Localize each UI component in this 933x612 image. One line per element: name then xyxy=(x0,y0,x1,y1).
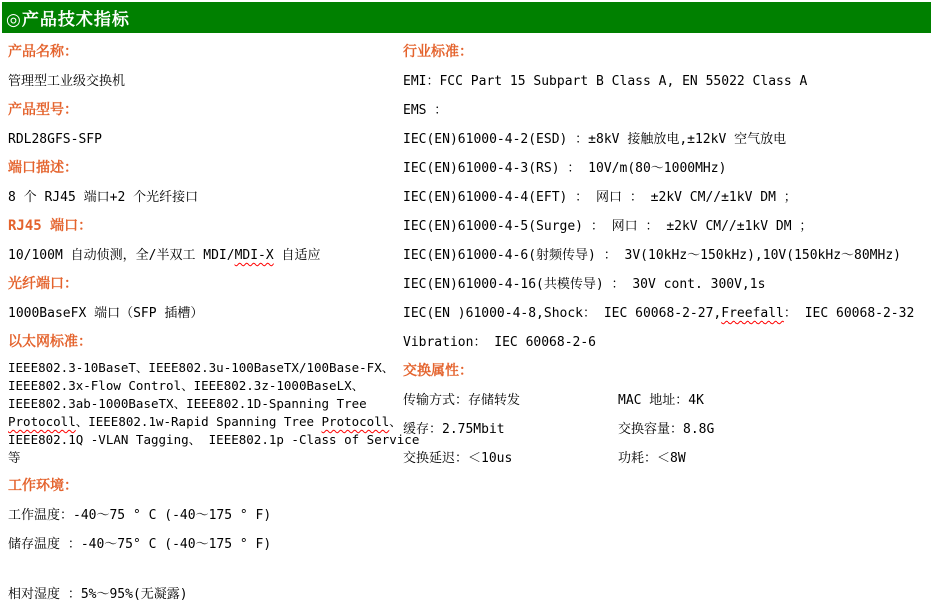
spec-line xyxy=(8,241,403,270)
spec-line xyxy=(8,395,403,413)
misspelled-word: Protocoll xyxy=(8,414,76,429)
spec-line xyxy=(403,328,933,357)
text-segment: IEC(EN)61000-4-5(Surge) ： 网口 ： ±2kV CM//±1kV DM ； xyxy=(403,219,813,234)
spec-columns xyxy=(0,33,933,609)
section-body-product-name xyxy=(8,67,403,96)
text-segment: 、IEEE802.1w-Rapid Spanning Tree xyxy=(75,414,322,429)
spec-cell: 交换延迟：＜10us xyxy=(403,451,513,466)
text-segment: IEEE802.1Q -VLAN Tagging、 IEEE802.1p -Class of Service xyxy=(8,432,420,447)
spec-line xyxy=(8,359,403,377)
text-segment: IEC(EN)61000-4-3(RS) ： 10V/m(80～1000MHz) xyxy=(403,161,727,176)
section-heading-port-description: 端口描述： xyxy=(8,160,78,176)
spec-cell: 功耗：＜8W xyxy=(618,451,686,466)
spec-line xyxy=(8,67,403,96)
section-heading-rj45-port: RJ45 端口： xyxy=(8,218,93,234)
misspelled-word: Freefall xyxy=(721,306,784,321)
section-body-port-description xyxy=(8,183,403,212)
text-segment: IEEE802.3x-Flow Control、IEEE802.3z-1000BaseLX、 xyxy=(8,378,365,393)
left-column xyxy=(8,38,420,609)
section-heading-operating-environment: 工作环境： xyxy=(8,478,78,494)
spec-line xyxy=(403,125,933,154)
text-segment: 相对湿度 ：5%～95%(无凝露) xyxy=(8,587,188,602)
text-segment: EMS ： xyxy=(403,103,448,118)
spec-line xyxy=(403,299,933,328)
section-heading-ethernet-standards: 以太网标准： xyxy=(8,334,92,350)
spec-line xyxy=(8,431,420,449)
spec-line xyxy=(8,530,403,559)
spec-line xyxy=(403,270,933,299)
text-segment: 工作温度：-40～75 ° C (-40～175 ° F) xyxy=(8,508,272,523)
section-body-fiber-port xyxy=(8,299,403,328)
spec-line xyxy=(8,580,403,609)
spec-line xyxy=(403,386,933,415)
text-segment: 自适应 xyxy=(273,248,321,263)
text-segment: 储存温度 ：-40～75° C (-40～175 ° F) xyxy=(8,537,272,552)
spec-line xyxy=(8,501,403,530)
section-body-industry-standards xyxy=(403,67,933,357)
section-heading-industry-standards: 行业标准： xyxy=(403,44,473,60)
page-title: ◎产品技术指标 xyxy=(6,10,130,30)
text-segment: IEEE802.3-10BaseT、IEEE802.3u-100BaseTX/100Base-FX、 xyxy=(8,360,395,375)
section-body-operating-environment xyxy=(8,501,403,609)
spec-line xyxy=(403,183,933,212)
section-body-rj45-port xyxy=(8,241,403,270)
text-segment: 等 xyxy=(8,450,21,465)
section-heading-product-model: 产品型号： xyxy=(8,102,78,118)
section-heading-product-name: 产品名称： xyxy=(8,44,78,60)
spec-line xyxy=(403,415,933,444)
text-segment: 10/100M 自动侦测，全/半双工 MDI/ xyxy=(8,248,235,263)
spec-cell: 缓存：2.75Mbit xyxy=(403,422,505,437)
text-segment: 1000BaseFX 端口（SFP 插槽） xyxy=(8,306,204,321)
spec-cell: 传输方式：存储转发 xyxy=(403,393,521,408)
section-title-bar xyxy=(2,2,931,33)
section-heading-switching-properties: 交换属性： xyxy=(403,363,473,379)
text-segment: RDL28GFS-SFP xyxy=(8,132,102,147)
text-segment: IEEE802.3ab-1000BaseTX、IEEE802.1D-Spanning Tree xyxy=(8,396,367,411)
section-body-switching-properties xyxy=(403,386,933,473)
text-segment: IEC(EN )61000-4-8,Shock： IEC 60068-2-27, xyxy=(403,306,722,321)
spec-page xyxy=(0,2,933,609)
spec-cell: MAC 地址：4K xyxy=(618,393,704,408)
spec-line xyxy=(403,444,933,473)
spec-line xyxy=(8,125,403,154)
text-segment: 管理型工业级交换机 xyxy=(8,74,126,89)
misspelled-word: MDI-X xyxy=(234,248,274,263)
spec-line xyxy=(403,241,933,270)
spec-line xyxy=(403,96,933,125)
spec-line xyxy=(403,154,933,183)
spec-line xyxy=(8,377,403,395)
text-segment: IEC(EN)61000-4-4(EFT) ： 网口 ： ±2kV CM//±1kV DM ； xyxy=(403,190,797,205)
spec-cell: 交换容量：8.8G xyxy=(618,422,715,437)
section-heading-fiber-port: 光纤端口： xyxy=(8,276,78,292)
section-body-ethernet-standards xyxy=(8,359,420,467)
spec-line xyxy=(8,299,403,328)
text-segment: 、 xyxy=(389,414,402,429)
text-segment: IEC(EN)61000-4-16(共模传导) ： 30V cont. 300V,1s xyxy=(403,277,766,292)
spec-line xyxy=(8,183,403,212)
text-segment: 8 个 RJ45 端口+2 个光纤接口 xyxy=(8,190,199,205)
text-segment: Vibration： IEC 60068-2-6 xyxy=(403,335,597,350)
text-segment: EMI：FCC Part 15 Subpart B Class A, EN 55022 Class A xyxy=(403,74,808,89)
right-column xyxy=(403,38,933,473)
text-segment: IEC(EN)61000-4-2(ESD) ：±8kV 接触放电,±12kV 空气放电 xyxy=(403,132,787,147)
section-body-product-model xyxy=(8,125,403,154)
misspelled-word: Protocoll xyxy=(321,414,390,429)
spec-line xyxy=(8,449,403,467)
spec-line xyxy=(8,413,403,431)
text-segment: IEC(EN)61000-4-6(射频传导) ： 3V(10kHz～150kHz),10V(150kHz～80MHz) xyxy=(403,248,901,263)
spec-line xyxy=(403,212,933,241)
text-segment: ： IEC 60068-2-32 xyxy=(783,306,915,321)
spec-line xyxy=(403,67,933,96)
